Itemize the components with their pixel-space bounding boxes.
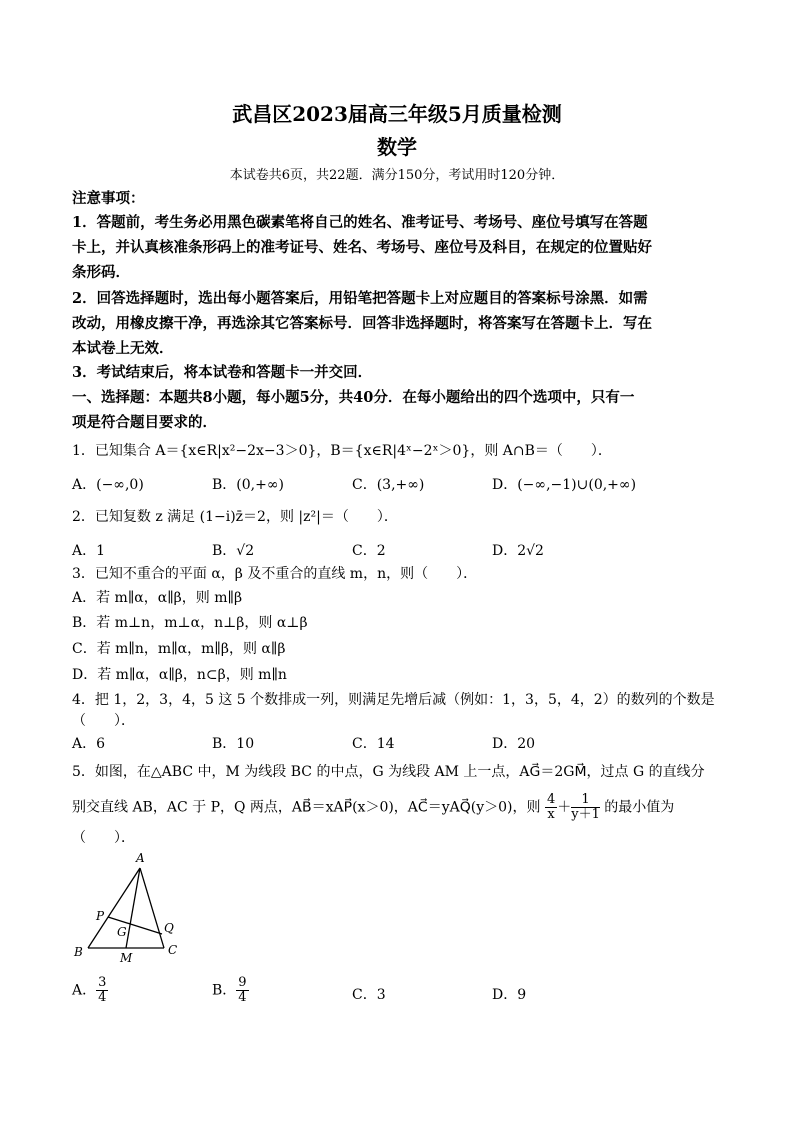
q3-stem: 3．已知不重合的平面 α，β 及不重合的直线 m，n，则（ ）． [72, 566, 478, 582]
triangle-figure [68, 848, 198, 968]
q1-option-d: D．(−∞,−1)∪(0,+∞) [492, 477, 637, 493]
label-C: C [168, 943, 178, 957]
q2-option-a: A．1 [72, 543, 106, 559]
q2-option-d: D．2√2 [492, 543, 544, 559]
q3-option-b: B．若 m⊥n，m⊥α，n⊥β，则 α⊥β [72, 615, 308, 631]
q2-option-c: C．2 [352, 543, 386, 559]
plus-sign: ＋ [557, 799, 572, 816]
q5-fraction-4-over-x: $\frac{4}{x}$ [546, 792, 556, 822]
q5-stem-bracket: （ ）． [72, 830, 135, 846]
notice-line: 2．回答选择题时，选出每小题答案后，用铅笔把答题卡上对应题目的答案标号涂黑．如需 [72, 290, 648, 307]
q1-option-a: A．(−∞,0) [72, 477, 144, 493]
q1-option-c: C．(3,+∞) [352, 477, 425, 493]
notice-heading: 注意事项： [72, 190, 145, 207]
q4-option-c: C．14 [352, 736, 395, 752]
q5-option-a: A． $\frac{3}{4}$ [72, 975, 107, 1005]
q2-option-b: B．√2 [212, 543, 255, 559]
notice-line: 3．考试结束后，将本试卷和答题卡一并交回． [72, 364, 373, 381]
q4-stem: 4．把 1，2，3，4，5 这 5 个数排成一列，则满足先增后减（例如：1，3，5，4，2）的数列的个数是 [72, 692, 715, 708]
notice-line: 条形码． [72, 264, 130, 281]
label-A: A [136, 851, 145, 865]
side-AC [140, 868, 164, 948]
notice-line: 改动，用橡皮擦干净，再选涂其它答案标号．回答非选择题时，将答案写在答题卡上．写在 [72, 315, 652, 332]
q2-stem: 2．已知复数 z 满足 (1−i)z̄＝2，则 |z²|＝（ ）． [72, 509, 398, 525]
q5-stem-end: 的最小值为 [604, 799, 675, 816]
q4-option-a: A．6 [72, 736, 106, 752]
q1-stem: 1．已知集合 A＝{x∈R|x²−2x−3＞0}，B＝{x∈R|4ˣ−2ˣ＞0}，则 A∩B＝（ ）． [72, 443, 612, 459]
side-AB [88, 868, 140, 948]
notice-line: 卡上，并认真核准条形码上的准考证号、姓名、考场号、座位号及科目，在规定的位置贴好 [72, 239, 652, 256]
q5-stem-text: 别交直线 AB，AC 于 P，Q 两点，AB⃗＝xAP⃗(x＞0)，AC⃗＝yAQ⃗(y＞0)，则 [72, 799, 541, 816]
label-M: M [120, 951, 133, 965]
q3-option-a: A．若 m∥α，α∥β，则 m∥β [72, 590, 243, 606]
label-G: G [117, 925, 127, 939]
q4-option-d: D．20 [492, 736, 536, 752]
q4-stem-bracket: （ ）． [72, 713, 135, 729]
q3-option-c: C．若 m∥n，m∥α，m∥β，则 α∥β [72, 641, 286, 657]
label-Q: Q [164, 921, 174, 935]
q3-option-d: D．若 m∥α，α∥β，n⊂β，则 m∥n [72, 667, 287, 683]
notice-line: 本试卷上无效． [72, 340, 174, 357]
subject-title: 数学 [377, 135, 417, 159]
section-heading: 项是符合题目要求的． [72, 414, 217, 431]
q1-option-b: B．(0,+∞) [212, 477, 284, 493]
q4-option-b: B．10 [212, 736, 255, 752]
median-AM [126, 868, 140, 948]
q5-option-d: D．9 [492, 987, 527, 1003]
exam-info: 本试卷共6页，共22题．满分150分，考试用时120分钟． [229, 168, 565, 183]
q5-stem-line2 [72, 793, 674, 822]
exam-title: 武昌区2023届高三年级5月质量检测 [232, 102, 562, 126]
notice-line: 1．答题前，考生务必用黑色碳素笔将自己的姓名、准考证号、考场号、座位号填写在答题 [72, 214, 648, 231]
fraction-3-over-4: $\frac{3}{4}$ [98, 975, 107, 1005]
fraction-9-over-4: $\frac{9}{4}$ [238, 975, 247, 1005]
label-B: B [74, 945, 83, 959]
label-P: P [96, 909, 105, 923]
q5-fraction-1-over-y1: $\frac{1}{y+1}$ [571, 792, 600, 822]
section-heading: 一、选择题：本题共8小题，每小题5分，共40分．在每小题给出的四个选项中，只有一 [72, 389, 635, 406]
q5-option-c: C．3 [352, 987, 386, 1003]
q5-option-b: B． $\frac{9}{4}$ [212, 975, 247, 1005]
q5-stem: 5．如图，在△ABC 中，M 为线段 BC 的中点，G 为线段 AM 上一点，AG⃗＝2GM⃗，过点 G 的直线分 [72, 764, 705, 780]
